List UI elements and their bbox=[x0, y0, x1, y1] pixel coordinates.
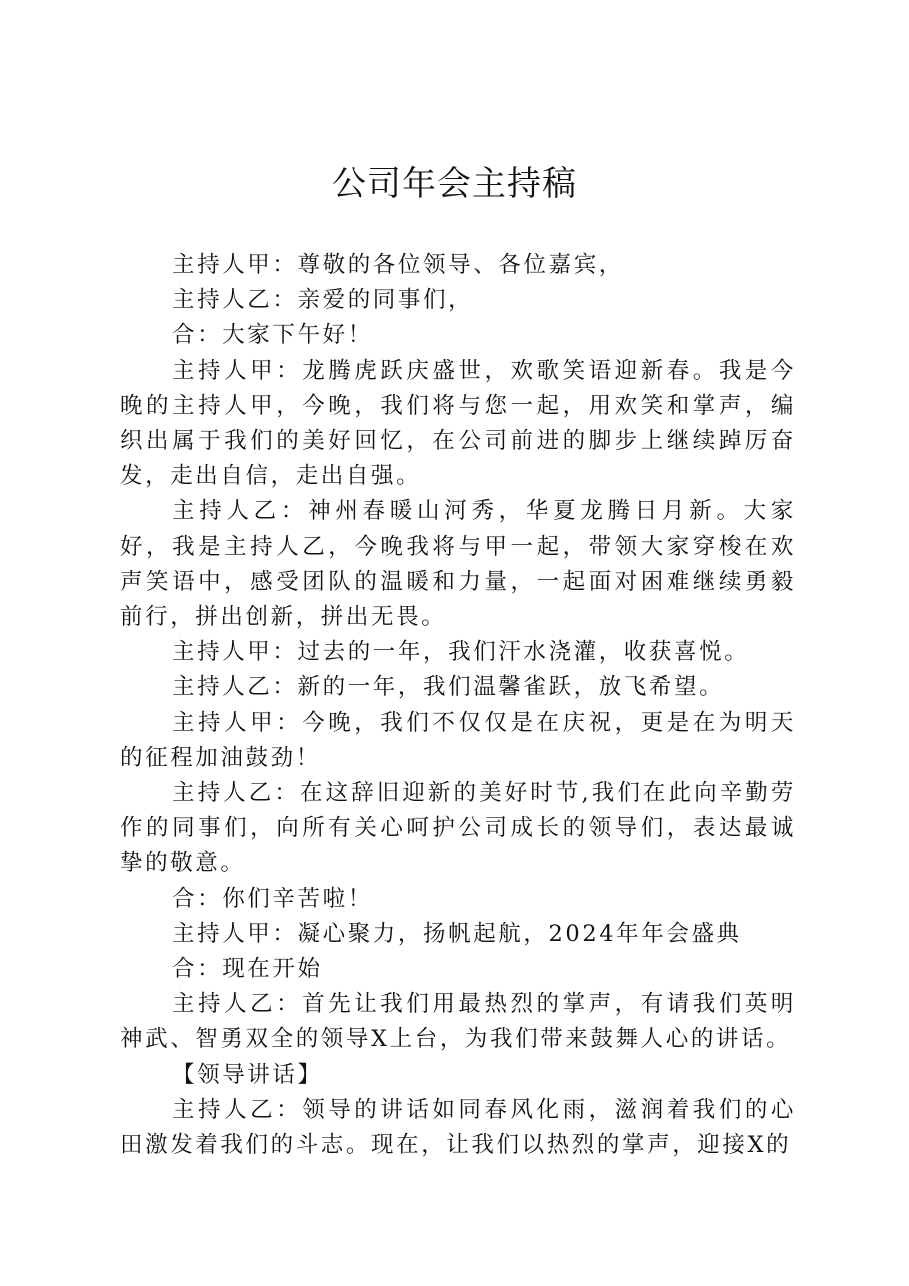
paragraph: 主持人乙：首先让我们用最热烈的掌声，有请我们英明神武、智勇双全的领导X上台，为我们带来鼓舞人心的讲话。 bbox=[120, 991, 796, 1053]
paragraph: 合：现在开始 bbox=[172, 956, 323, 983]
section-marker: 【领导讲话】 bbox=[172, 1061, 323, 1088]
paragraph: 主持人甲：龙腾虎跃庆盛世，欢歌笑语迎新春。我是今晚的主持人甲，今晚，我们将与您一起，用欢笑和掌声，编织出属于我们的美好回忆，在公司前进的脚步上继续踔厉奋发，走出自信，走出自强。 bbox=[120, 357, 796, 490]
paragraph: 主持人乙：亲爱的同事们， bbox=[172, 287, 474, 314]
paragraph: 主持人甲：过去的一年，我们汗水浇灌，收获喜悦。 bbox=[172, 639, 750, 666]
paragraph: 主持人甲：今晚，我们不仅仅是在庆祝，更是在为明天的征程加油鼓劲！ bbox=[120, 709, 796, 771]
paragraph: 主持人乙：领导的讲话如同春风化雨，滋润着我们的心田激发着我们的斗志。现在，让我们以热烈的掌声，迎接X的 bbox=[120, 1096, 796, 1159]
paragraph: 主持人甲：尊敬的各位领导、各位嘉宾， bbox=[172, 252, 624, 278]
paragraph: 主持人乙：新的一年，我们温馨雀跃，放飞希望。 bbox=[172, 674, 725, 701]
paragraph: 主持人甲：凝心聚力，扬帆起航，2024年年会盛典 bbox=[172, 920, 742, 947]
paragraph: 主持人乙：神州春暖山河秀，华夏龙腾日月新。大家好，我是主持人乙，今晚我将与甲一起，带领大家穿梭在欢声笑语中，感受团队的温暖和力量，一起面对困难继续勇毅前行，拼出创新，拼出无畏。 bbox=[120, 498, 796, 631]
paragraph: 合：大家下午好！ bbox=[172, 322, 373, 349]
document-body bbox=[120, 248, 796, 1163]
paragraph: 主持人乙：在这辞旧迎新的美好时节,我们在此向辛勤劳作的同事们，向所有关心呵护公司成长的领导们，表达最诚挚的敬意。 bbox=[120, 780, 796, 877]
document-title: 公司年会主持稿 bbox=[332, 164, 577, 204]
paragraph: 合：你们辛苦啦！ bbox=[172, 885, 373, 912]
